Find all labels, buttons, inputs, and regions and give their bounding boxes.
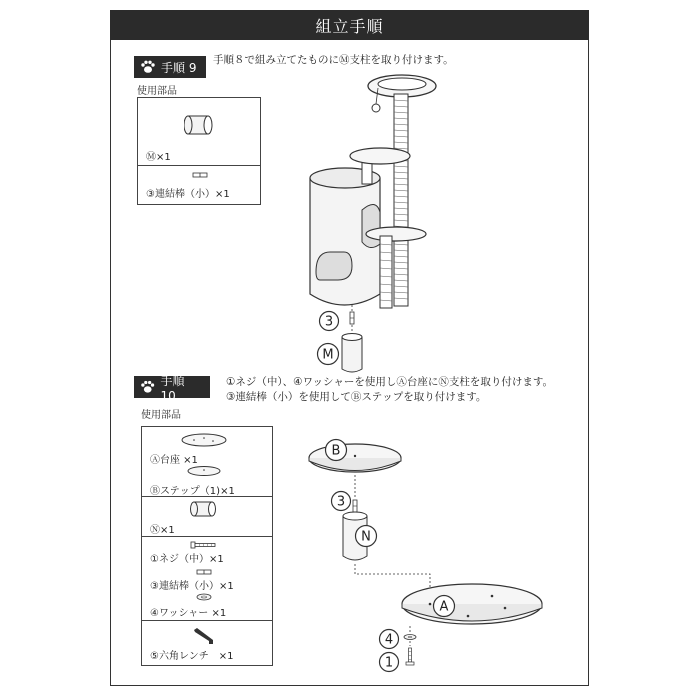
svg-text:M: M bbox=[322, 347, 334, 363]
part-label: ④ワッシャー ×1 bbox=[150, 608, 227, 619]
part-label: ⑤六角レンチ ×1 bbox=[150, 651, 234, 662]
callout-4 bbox=[378, 628, 400, 650]
step-disc-icon bbox=[186, 465, 222, 477]
callout-m bbox=[316, 342, 340, 366]
hex-wrench-icon bbox=[192, 627, 218, 645]
step-10-instruction-line-1: ①ネジ（中）、④ワッシャーを使用しⒶ台座にⓃ支柱を取り付けます。 bbox=[226, 376, 553, 388]
svg-text:4: 4 bbox=[384, 632, 394, 648]
part-label: ③連結棒（小）×1 bbox=[150, 581, 234, 592]
screw-icon bbox=[190, 541, 218, 549]
base-disc-icon bbox=[180, 432, 228, 448]
step-9-parts-box bbox=[137, 97, 261, 205]
page-title: 組立手順 bbox=[110, 10, 589, 40]
callout-1 bbox=[378, 651, 400, 673]
callout-b bbox=[324, 438, 348, 462]
part-item bbox=[142, 497, 272, 537]
part-item bbox=[142, 427, 272, 497]
step-9-badge bbox=[134, 56, 206, 78]
part-label: ③連結棒（小）×1 bbox=[146, 189, 230, 200]
step-9-badge-label: 手順 9 bbox=[161, 60, 197, 75]
paw-icon bbox=[140, 60, 156, 74]
svg-text:A: A bbox=[439, 599, 449, 615]
step-10-badge bbox=[134, 373, 210, 403]
part-label: Ⓝ×1 bbox=[150, 525, 175, 536]
part-label: Ⓜ×1 bbox=[146, 152, 171, 163]
cylinder-post-icon bbox=[184, 112, 216, 138]
paw-icon bbox=[140, 380, 155, 394]
svg-text:N: N bbox=[361, 529, 371, 545]
step-10-instruction-line-2: ③連結棒（小）を使用してⒷステップを取り付けます。 bbox=[226, 391, 487, 403]
step-10-parts-label: 使用部品 bbox=[141, 410, 181, 421]
step-9-instruction: 手順８で組み立てたものにⓂ支柱を取り付けます。 bbox=[213, 54, 454, 66]
step-9-parts-label: 使用部品 bbox=[137, 86, 177, 97]
callout-3 bbox=[318, 310, 340, 332]
part-item bbox=[138, 98, 260, 166]
connector-rod-icon bbox=[196, 568, 212, 576]
step-10-parts-box bbox=[141, 426, 273, 666]
part-label: Ⓐ台座 ×1 bbox=[150, 455, 198, 466]
svg-text:3: 3 bbox=[336, 494, 346, 510]
callout-a bbox=[432, 594, 456, 618]
step-10-badge-label: 手順 10 bbox=[160, 373, 185, 403]
svg-text:1: 1 bbox=[384, 655, 394, 671]
part-item bbox=[142, 537, 272, 621]
part-item bbox=[138, 166, 260, 206]
svg-text:B: B bbox=[331, 443, 341, 459]
washer-icon bbox=[196, 593, 212, 601]
callout-n bbox=[354, 524, 378, 548]
callout-3 bbox=[330, 490, 352, 512]
part-label: ①ネジ（中）×1 bbox=[150, 554, 224, 565]
step-10-assembly-illustration bbox=[300, 430, 550, 670]
cylinder-post-icon bbox=[190, 499, 218, 519]
part-item bbox=[142, 621, 272, 667]
svg-text:3: 3 bbox=[324, 314, 334, 330]
connector-rod-icon bbox=[192, 171, 208, 179]
part-label: Ⓑステップ（1)×1 bbox=[150, 486, 235, 497]
